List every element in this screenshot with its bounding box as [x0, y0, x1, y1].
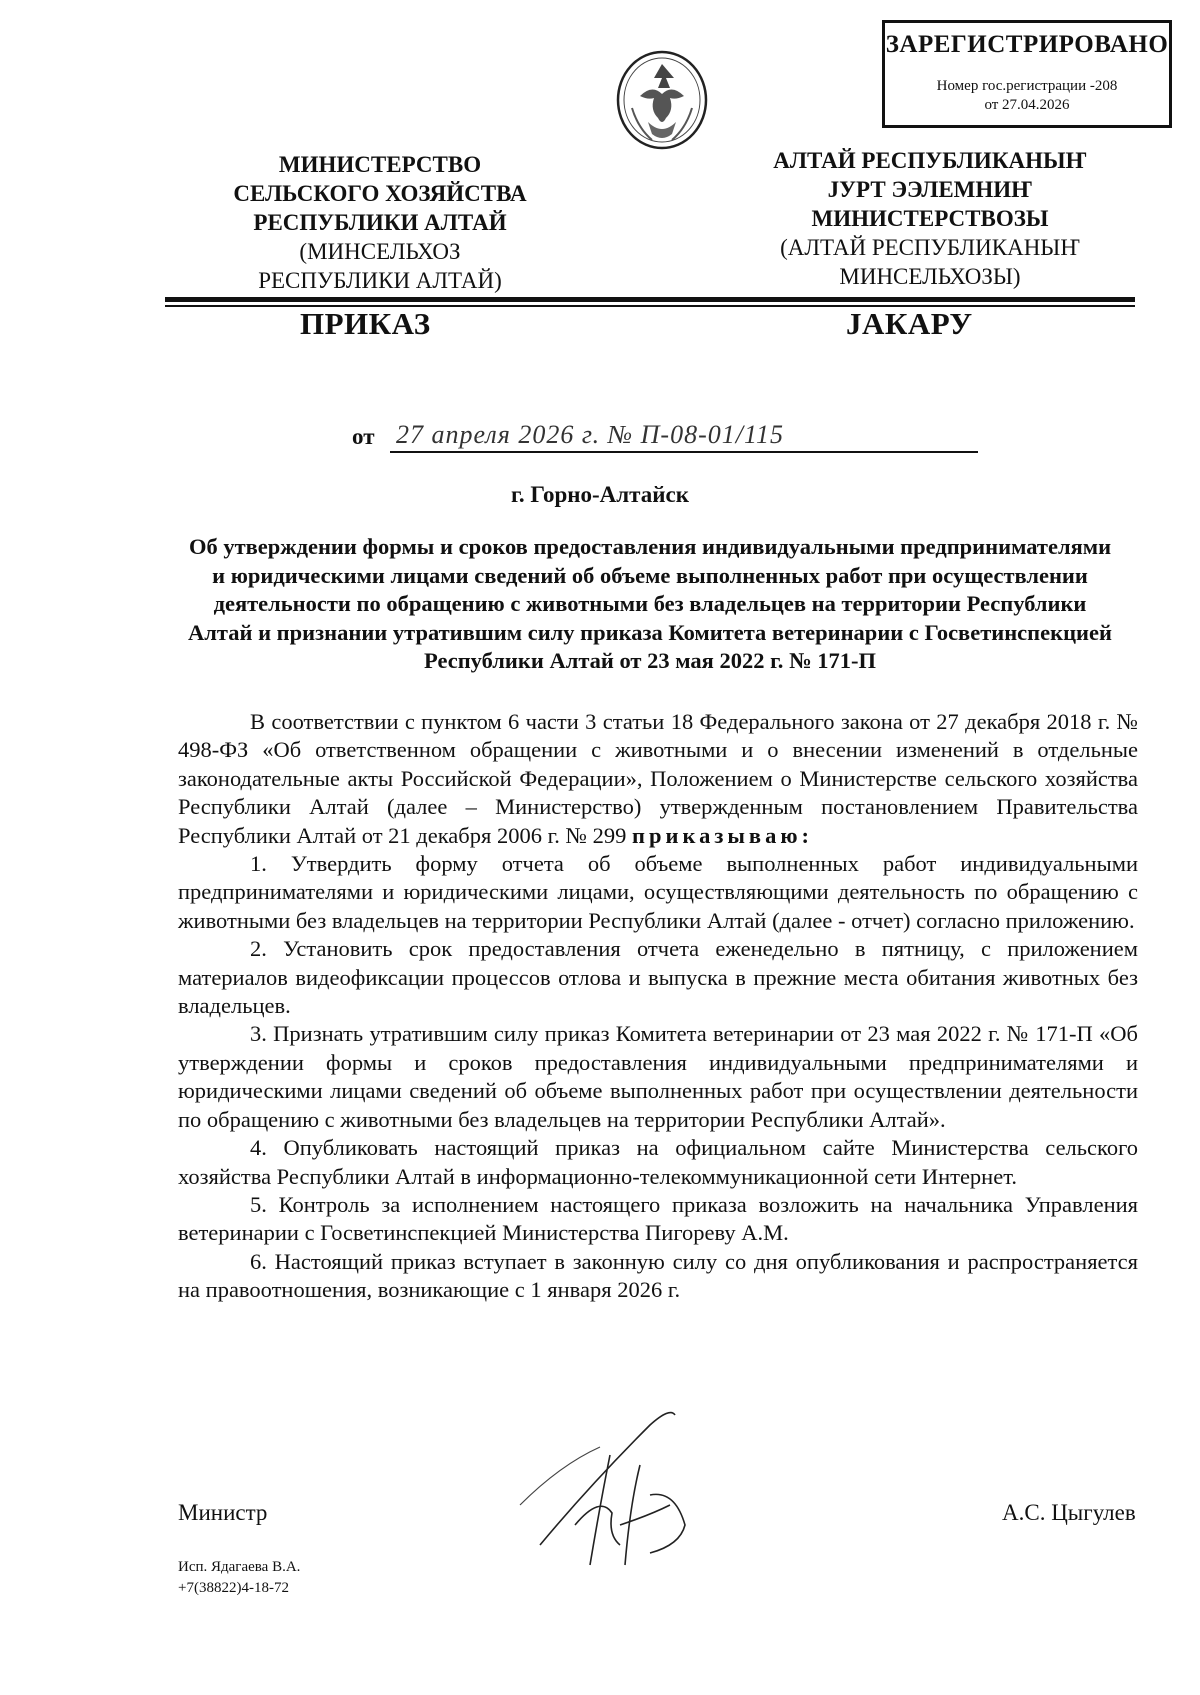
handwritten-date-number: 27 апреля 2026 г. № П-08-01/115 — [396, 420, 785, 449]
preamble-text: В соответствии с пунктом 6 части 3 статьи 18 Федерального закона от 27 декабря 2018 г. № 498-ФЗ «Об ответственном обращении с животными и о внесении изменений в отдельные законодательные акты Российской Федерации», Положением о Министерстве сельского хозяйства Республики Алтай (далее – Министерство) утвержденным постановлением Правительства Республики Алтай от 21 декабря 2006 г. № 299 — [178, 709, 1138, 848]
header-left-line: РЕСПУБЛИКИ АЛТАЙ) — [258, 268, 502, 293]
date-underline — [390, 451, 978, 453]
order-item: 4. Опубликовать настоящий приказ на официальном сайте Министерства сельского хозяйства Республики Алтай в информационно-телекоммуникационной сети Интернет. — [178, 1135, 1138, 1189]
header-left-line: РЕСПУБЛИКИ АЛТАЙ — [253, 210, 507, 235]
header-right-line: ЈУРТ ЭЭЛЕМНИҤ — [827, 177, 1033, 202]
executor-name: Исп. Ядагаева В.А. — [178, 1559, 301, 1575]
registration-stamp — [882, 20, 1172, 128]
order-title-altai: ЈАКАРУ — [846, 306, 973, 341]
signature-icon — [500, 1395, 730, 1580]
preamble — [178, 708, 1138, 850]
signatory-name: А.С. Цыгулев — [1002, 1500, 1136, 1525]
header-right-line: МИНИСТЕРСТВОЗЫ — [811, 206, 1049, 231]
date-prefix: от — [352, 424, 375, 449]
executor-info — [178, 1557, 300, 1599]
order-item: 5. Контроль за исполнением настоящего приказа возложить на начальника Управления ветеринарии с Госветинспекцией Министерства Пигореву А.М. — [178, 1191, 1138, 1246]
order-subject: Об утверждении формы и сроков предоставления индивидуальными предпринимателями и юридическими лицами сведений об объеме выполненных работ при осуществлении деятельности по обращению с животными без владельцев на территории Республики Алтай и признании утратившим силу приказа Комитета ветеринарии с Госветинспекцией Республики Алтай от 23 мая 2022 г. № 171-П — [188, 534, 1112, 673]
preamble-bold: приказываю: — [632, 822, 814, 848]
header-divider — [165, 297, 1135, 302]
ministry-name-russian — [170, 150, 590, 295]
order-date-row — [352, 420, 982, 460]
order-item: 3. Признать утратившим силу приказ Комитета ветеринарии от 23 мая 2022 г. № 171-П «Об утверждении формы и сроков предоставления индивидуальными предпринимателями и юридическими лицами сведений об объеме выполненных работ при осуществлении деятельности по обращению с животными без владельцев на территории Республики Алтай». — [178, 1021, 1138, 1132]
header-left-line: (МИНСЕЛЬХОЗ — [299, 239, 461, 264]
order-item: 6. Настоящий приказ вступает в законную силу со дня опубликования и распространяется на правоотношения, возникающие с 1 января 2026 г. — [178, 1248, 1138, 1303]
header-right-line: МИНСЕЛЬХОЗЫ) — [839, 264, 1021, 289]
coat-of-arms-icon — [612, 48, 712, 158]
ministry-name-altai — [730, 146, 1130, 291]
order-item: 2. Установить срок предоставления отчета еженедельно в пятницу, с приложением материалов видеофиксации процессов отлова и выпуска в прежние места обитания животных без владельцев. — [178, 936, 1138, 1019]
registration-number: Номер гос.регистрации -208 — [936, 78, 1118, 94]
header-right-line: АЛТАЙ РЕСПУБЛИКАНЫҤ — [773, 148, 1087, 173]
header-right-line: (АЛТАЙ РЕСПУБЛИКАНЫҤ — [780, 235, 1080, 260]
registration-title: ЗАРЕГИСТРИРОВАНО — [885, 31, 1169, 58]
registration-date: от 27.04.2026 — [984, 97, 1070, 113]
executor-phone: +7(38822)4-18-72 — [178, 1580, 289, 1596]
order-item: 1. Утвердить форму отчета об объеме выполненных работ индивидуальными предпринимателями и юридическими лицами, осуществляющими деятельность по обращению с животными без владельцев на территории Республики Алтай (далее - отчет) согласно приложению. — [178, 851, 1138, 933]
order-body — [178, 708, 1138, 1305]
order-title-russian: ПРИКАЗ — [300, 306, 431, 341]
city: г. Горно-Алтайск — [511, 482, 689, 507]
signatory-title: Министр — [178, 1500, 268, 1525]
header-left-line: МИНИСТЕРСТВО — [278, 152, 482, 177]
header-left-line: СЕЛЬСКОГО ХОЗЯЙСТВА — [233, 181, 527, 206]
